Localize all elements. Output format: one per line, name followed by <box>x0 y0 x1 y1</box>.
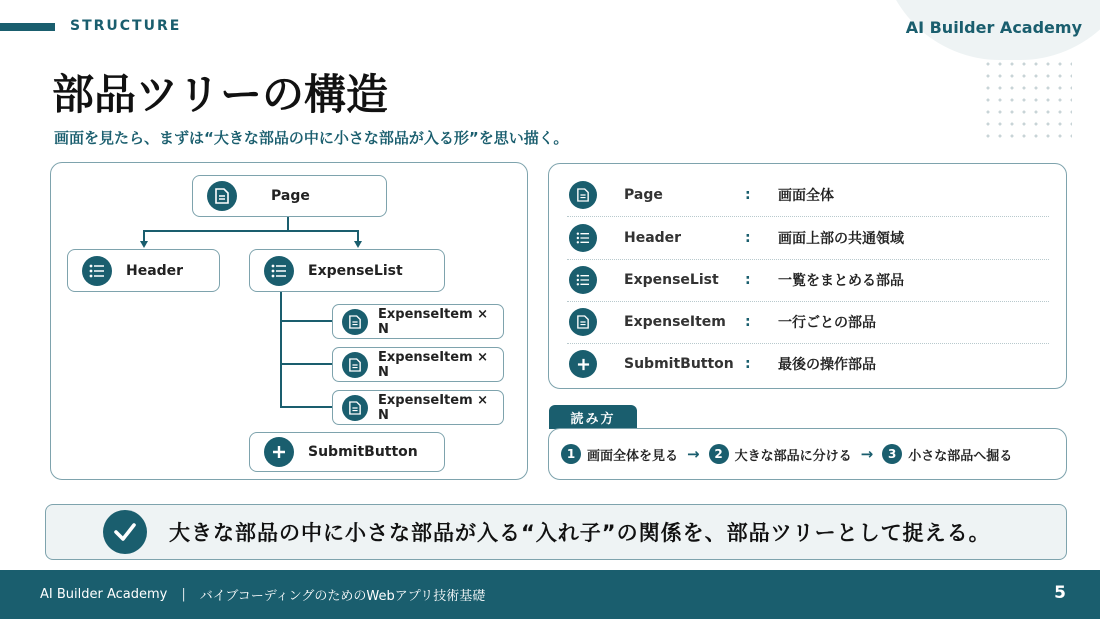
list-icon <box>569 224 597 252</box>
step-text: 画面全体を見る <box>587 448 679 464</box>
summary-text: 大きな部品の中に小さな部品が入る“入れ子”の関係を、部品ツリーとして捉える。 <box>169 521 991 545</box>
legend-name: Header <box>624 230 682 246</box>
legend-name: Page <box>624 187 663 203</box>
connector <box>280 406 332 408</box>
check-icon <box>103 510 147 554</box>
arrow-icon: → <box>860 445 874 463</box>
tree-node-label: Header <box>126 262 184 279</box>
legend-row <box>569 343 1049 385</box>
tree-node-label: ExpenseItem × N <box>378 392 489 423</box>
footer-separator: | <box>181 587 186 602</box>
tree-node-label: ExpenseList <box>308 262 403 279</box>
list-icon <box>82 256 112 286</box>
tree-node-label: SubmitButton <box>308 444 418 460</box>
step-number: 2 <box>709 444 729 464</box>
legend-name: ExpenseList <box>624 272 719 288</box>
footer-brand: AI Builder Academy <box>40 587 168 602</box>
legend-row <box>569 174 1049 216</box>
footer-course: バイブコーディングのためのWebアプリ技術基礎 <box>199 589 486 604</box>
howto-tab: 読み方 <box>549 405 637 429</box>
list-icon <box>264 256 294 286</box>
connector <box>287 217 289 231</box>
brand-name: AI Builder Academy <box>905 18 1082 37</box>
legend-row <box>569 301 1049 343</box>
page-title: 部品ツリーの構造 <box>52 70 389 119</box>
tree-panel <box>50 162 528 480</box>
page-icon <box>569 308 597 336</box>
tree-node-expense-item <box>332 390 504 425</box>
plus-icon <box>264 437 294 467</box>
page-icon <box>342 309 368 335</box>
arrow-head <box>140 241 148 248</box>
arrow-icon: → <box>687 445 700 463</box>
page-subtitle: 画面を見たら、まずは“大きな部品の中に小さな部品が入る形”を思い描く。 <box>54 129 569 147</box>
footer <box>0 570 1100 619</box>
tree-node-label: ExpenseItem × N <box>378 306 489 337</box>
tree-node-submit-button <box>249 432 445 472</box>
connector <box>280 320 332 322</box>
connector <box>280 290 282 407</box>
page-icon <box>342 352 368 378</box>
step-number: 3 <box>882 444 902 464</box>
legend-name: ExpenseItem <box>624 314 726 330</box>
page-icon <box>342 395 368 421</box>
legend-description: 画面全体 <box>778 188 834 204</box>
tree-node-label: Page <box>271 188 310 204</box>
tree-node-expense-list <box>249 249 445 292</box>
legend-colon: : <box>745 272 751 288</box>
tree-node-expense-item <box>332 304 504 339</box>
dot-pattern <box>982 58 1072 138</box>
legend-row <box>569 259 1049 301</box>
plus-icon <box>569 350 597 378</box>
howto-panel <box>548 428 1067 480</box>
legend-row <box>569 217 1049 259</box>
legend-name: SubmitButton <box>624 356 734 372</box>
summary-banner <box>45 504 1067 560</box>
arrow-head <box>354 241 362 248</box>
step-text: 大きな部品に分ける <box>734 448 852 464</box>
tree-node-label: ExpenseItem × N <box>378 349 489 380</box>
tree-node-expense-item <box>332 347 504 382</box>
section-label: STRUCTURE <box>70 18 182 34</box>
legend-description: 一覧をまとめる部品 <box>778 273 904 289</box>
legend-colon: : <box>745 314 751 330</box>
legend-colon: : <box>745 187 751 203</box>
legend-description: 最後の操作部品 <box>778 357 876 373</box>
step-text: 小さな部品へ掘る <box>908 448 1013 464</box>
legend-colon: : <box>745 230 751 246</box>
legend-colon: : <box>745 356 751 372</box>
page-icon <box>207 181 237 211</box>
list-icon <box>569 266 597 294</box>
tree-node-page <box>192 175 387 217</box>
legend-panel <box>548 163 1067 389</box>
tree-node-header <box>67 249 220 292</box>
legend-description: 一行ごとの部品 <box>778 315 876 331</box>
page-icon <box>569 181 597 209</box>
legend-description: 画面上部の共通領域 <box>778 231 904 247</box>
page-number: 5 <box>1054 583 1066 603</box>
section-bar <box>0 23 55 31</box>
connector <box>280 363 332 365</box>
step-number: 1 <box>561 444 581 464</box>
connector <box>143 230 359 232</box>
